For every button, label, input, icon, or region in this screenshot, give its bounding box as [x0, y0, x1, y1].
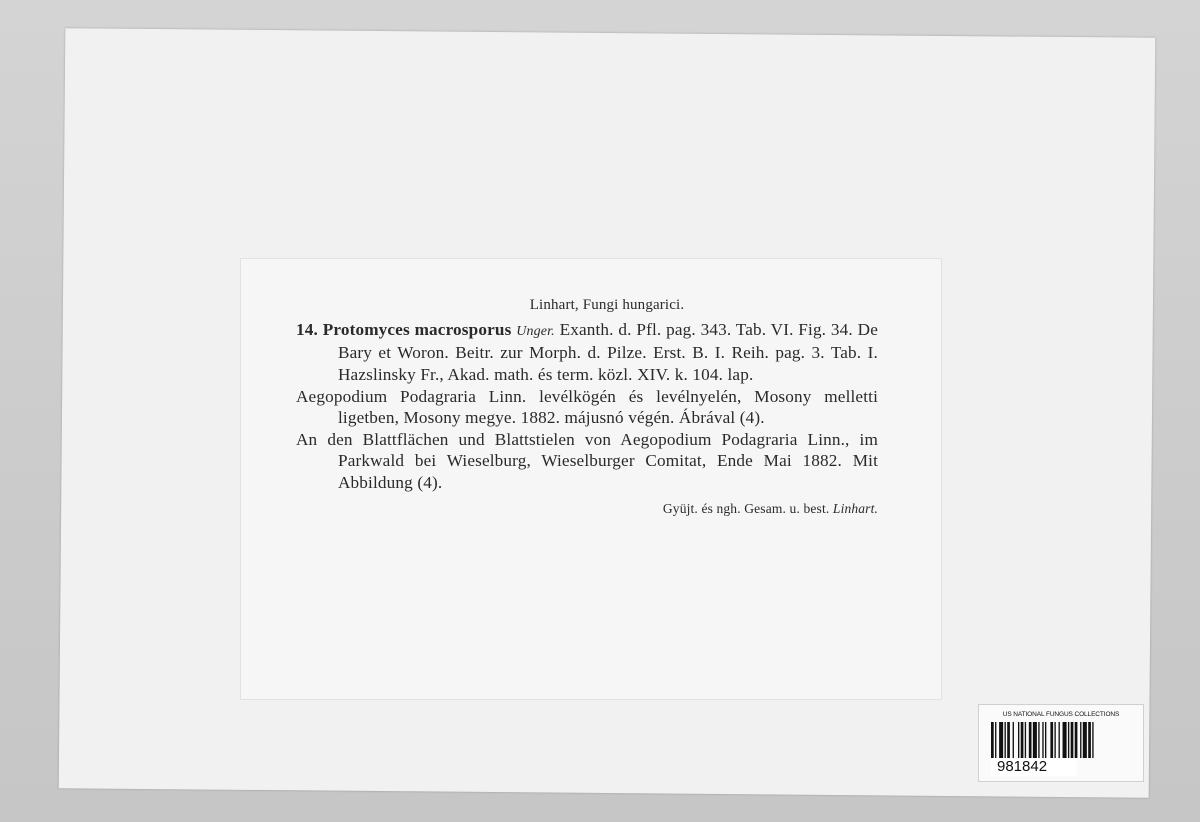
- barcode-number: 981842: [991, 758, 1077, 776]
- barcode-bar: [1018, 722, 1019, 758]
- barcode-bar: [1080, 722, 1081, 758]
- barcode-bar: [991, 722, 994, 758]
- barcode-bar: [1013, 722, 1014, 758]
- barcode-bar: [995, 722, 996, 758]
- barcode-bar: [1050, 722, 1053, 758]
- taxon-entry: [296, 319, 878, 385]
- barcode-bar: [1033, 722, 1037, 758]
- barcode-bar: [1059, 722, 1060, 758]
- locality-hungarian: Aegopodium Podagraria Linn. levélkögén és levélnyelén, Mosony melletti ligetben, Mosony megye. 1882. májusnó végén. Ábrával (4).: [296, 386, 878, 428]
- taxon-citation: Exanth. d. Pfl. pag. 343. Tab. VI. Fig. 34. De Bary et Woron. Beitr. zur Morph. d. Pilze. Erst. B. I. Reih. pag. 3. Tab. I. Hazslinsky Fr., Akad. math. és term. közl. XIV. k. 104. lap.: [338, 320, 878, 384]
- barcode-bar: [1029, 722, 1032, 758]
- collector-line: [296, 498, 878, 519]
- taxon-authority: Unger.: [516, 324, 555, 340]
- barcode-bar: [1042, 722, 1043, 758]
- locality-german: An den Blattflächen und Blattstielen von Aegopodium Podagraria Linn., im Parkwald bei Wieselburg, Wieselburger Comitat, Ende Mai 1882. Mit Abbildung (4).: [296, 430, 878, 492]
- collector-name: Linhart.: [832, 500, 878, 516]
- barcode-bar: [1007, 722, 1010, 758]
- barcode-bar: [999, 722, 1003, 758]
- specimen-label: [240, 258, 942, 700]
- label-series-title: Linhart, Fungi hungarici.: [529, 297, 685, 313]
- barcode-bar: [1063, 722, 1067, 758]
- barcode-bar: [1092, 722, 1093, 758]
- collector-prefix: Gyüjt. és ngh. Gesam. u. best.: [662, 500, 830, 516]
- barcode-collection-title: US NATIONAL FUNGUS COLLECTIONS: [1002, 711, 1120, 718]
- barcode-icon: [991, 722, 1131, 758]
- barcode-bar: [1068, 722, 1069, 758]
- taxon-name: Protomyces macrosporus: [322, 320, 512, 340]
- barcode-bar: [1088, 722, 1091, 758]
- barcode-bar: [1083, 722, 1087, 758]
- barcode-bar: [1005, 722, 1006, 758]
- barcode-bar: [1021, 722, 1024, 758]
- barcode-bar: [1075, 722, 1078, 758]
- barcode-label: [978, 704, 1144, 782]
- entry-number: 14.: [296, 320, 318, 340]
- barcode-bar: [1071, 722, 1074, 758]
- barcode-bar: [1045, 722, 1046, 758]
- label-text-block: [296, 295, 878, 519]
- barcode-bar: [1025, 722, 1026, 758]
- barcode-bar: [1038, 722, 1039, 758]
- barcode-bar: [1054, 722, 1055, 758]
